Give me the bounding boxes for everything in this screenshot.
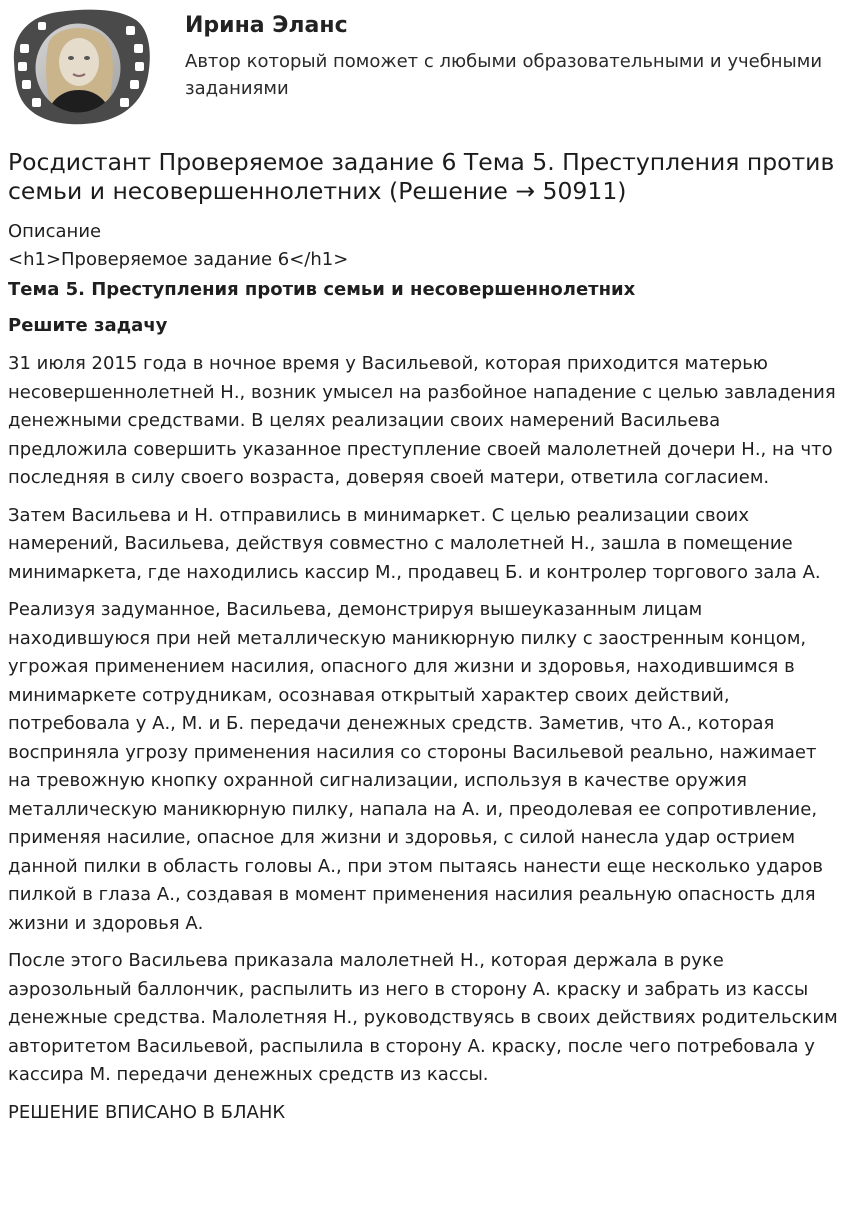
page-title: Росдистант Проверяемое задание 6 Тема 5. Преступления против семьи и несовершеннолетних (Решение → 50911) bbox=[8, 148, 835, 205]
task-paragraph: 31 июля 2015 года в ночное время у Васильевой, которая приходится матерью несовершеннолетней Н., возник умысел на разбойное нападение с целью завладения денежными средствами. В целях реализации своих намерений Васильева предложила совершить указанное преступление своей малолетней дочери Н., на что последняя в силу своего возраста, доверяя своей матери, ответила согласием. bbox=[8, 353, 836, 488]
author-avatar[interactable] bbox=[8, 6, 153, 126]
document-content bbox=[8, 148, 840, 1127]
author-description: Автор который поможет с любыми образовательными и учебными заданиями bbox=[185, 51, 823, 99]
solution-note: РЕШЕНИЕ ВПИСАНО В БЛАНК bbox=[8, 1101, 286, 1123]
task-paragraph: После этого Васильева приказала малолетней Н., которая держала в руке аэрозольный баллончик, распылить из него в сторону А. краску и забрать из кассы денежные средства. Малолетняя Н., руководствуясь в своих действиях родительским авторитетом Васильевой, распылила в сторону А. краску, после чего потребовала у кассира М. передачи денежных средств из кассы. bbox=[8, 950, 838, 1085]
raw-heading-text: <h1>Проверяемое задание 6</h1> bbox=[8, 249, 349, 270]
task-paragraph: Затем Васильева и Н. отправились в минимаркет. С целью реализации своих намерений, Васильева, действуя совместно с малолетней Н., зашла в помещение минимаркета, где находились кассир М., продавец Б. и контролер торгового зала А. bbox=[8, 504, 821, 583]
author-name[interactable]: Ирина Эланс bbox=[185, 13, 348, 38]
task-paragraph: Реализуя задуманное, Васильева, демонстрируя вышеуказанным лицам находившуюся при ней металлическую маникюрную пилку с заостренным концом, угрожая применением насилия, опасного для жизни и здоровья, находившимся в минимаркете сотрудникам, осознавая открытый характер своих действий, потребовала у А., М. и Б. передачи денежных средств. Заметив, что А., которая восприняла угрозу применения насилия со стороны Васильевой реально, нажимает на тревожную кнопку охранной сигнализации, используя в качестве оружия металлическую маникюрную пилку, напала на А. и, преодолевая ее сопротивление, применяя насилие, опасное для жизни и здоровья, с силой нанесла удар острием данной пилки в область головы А., при этом пытаясь нанести еще несколько ударов пилкой в глаза А., создавая в момент применения насилия реальную опасность для жизни и здоровья А. bbox=[8, 599, 824, 934]
task-heading: Решите задачу bbox=[8, 315, 168, 336]
author-block bbox=[8, 6, 838, 128]
description-label: Описание bbox=[8, 221, 102, 242]
author-info bbox=[185, 12, 825, 102]
topic-heading: Тема 5. Преступления против семьи и несовершеннолетних bbox=[8, 279, 636, 300]
